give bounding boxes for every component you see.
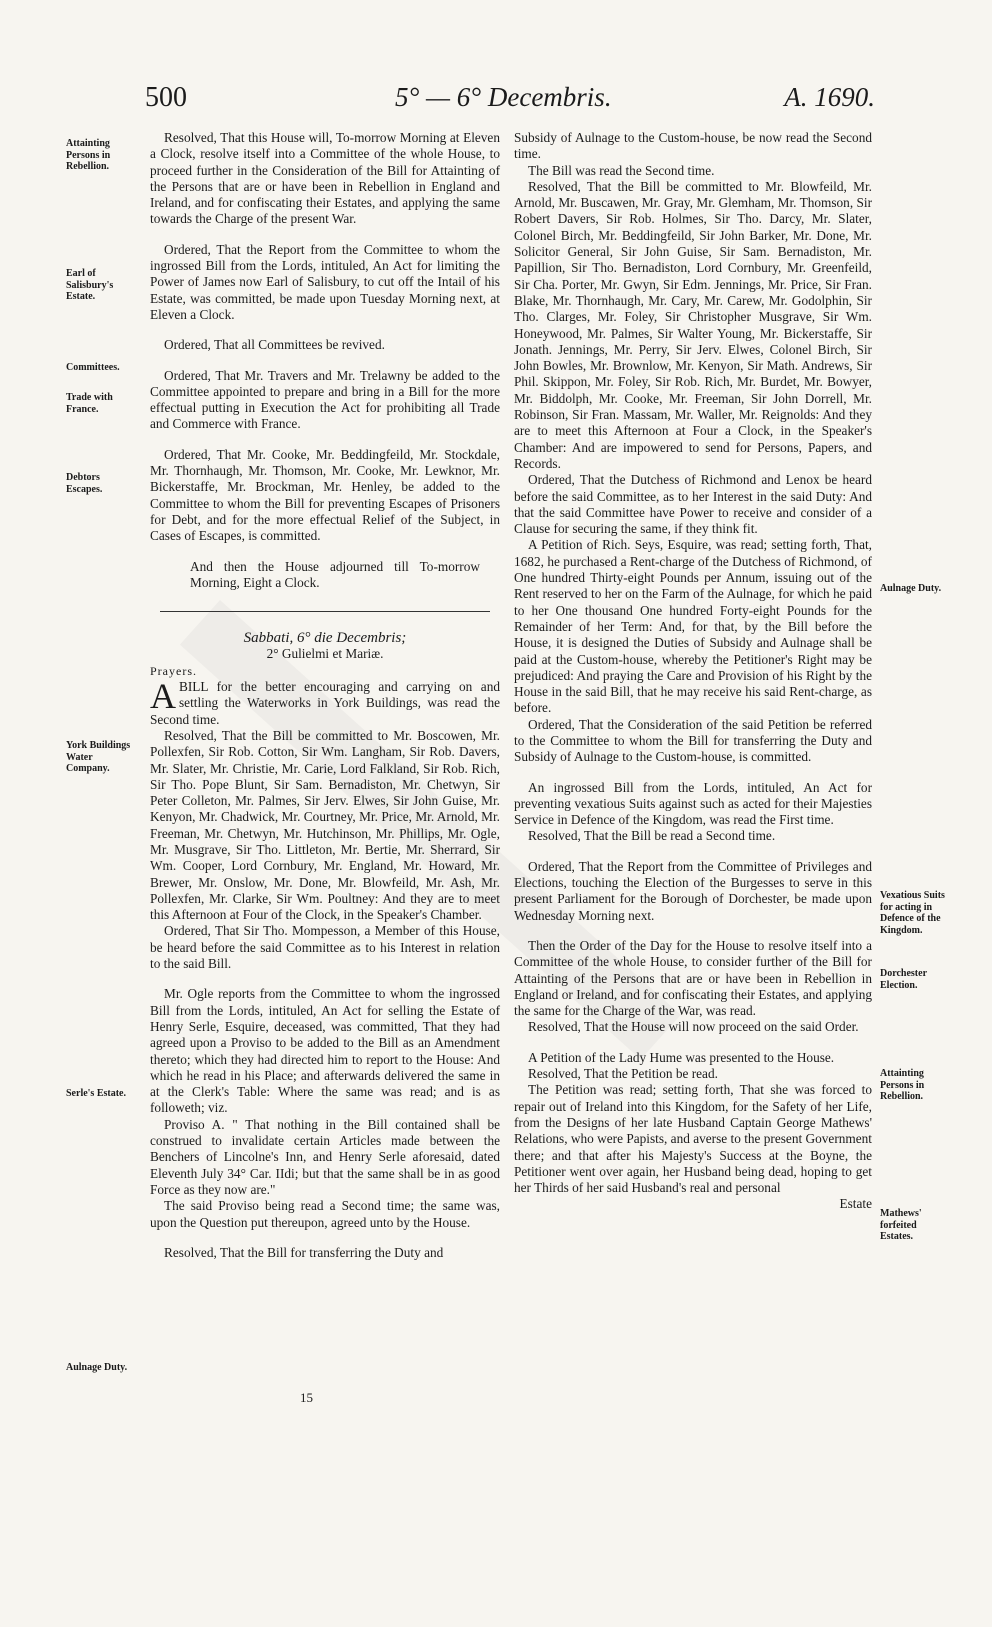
paragraph: Ordered, That Mr. Travers and Mr. Trelawny be added to the Committee appointed to prepare and bring in a Bill for the more effectual putting in Execution the Act for prohibiting all Trade and Commerce with France. [150, 367, 500, 432]
paragraph: Ordered, That all Committees be revived. [164, 337, 385, 353]
paragraph: Ordered, That the Consideration of the said Petition be referred to the Committee to whom the Bill for transferring the Duty and Subsidy of Aulnage to the Custom-house, is committed. [514, 716, 872, 765]
margin-note: Attainting Persons in Rebellion. [66, 138, 111, 172]
paragraph: Resolved, That the Bill be committed to Mr. Blowfeild, Mr. Arnold, Mr. Buscawen, Mr. Gray, Mr. Glemham, Mr. Thomson, Sir Robert Davers, Sir Rob. Holmes, Sir Tho. Darcy, Mr. Slater, Colonel Birch, Mr. Beddingfeild, Sir John Barker, Mr. Done, Mr. Solicitor General, Sir John Guise, Sir Sam. Bernadiston, Mr. Papillion, Sir Tho. Bernadiston, Lord Cornbury, Mr. Greenfeild, Sir Cha. Porter, Mr. Gwyn, Sir Edm. Jennings, Mr. Price, Sir Fran. Blake, Mr. Thornhaugh, Mr. Cary, Mr. Carew, Mr. Godolphin, Sir Tho. Clarges, Mr. Foley, Sir Christopher Musgrave, Sir Wm. Honeywood, Mr. Palmes, Sir Walter Young, Mr. Bickerstaffe, Sir Jonath. Jennings, Mr. Perry, Sir Jerv. Elwes, Colonel Birch, Sir John Bowles, Mr. Brownlow, Mr. Kenyon, Sir Math. Andrews, Sir Phil. Skippon, Mr. Foley, Sir Rob. Rich, Mr. Burdet, Mr. Bowyer, Mr. Biddolph, Mr. Cooke, Mr. Freeman, Sir John Dorrell, Mr. Robinson, Sir Fran. Massam, Mr. Waller, Mr. Reignolds: And they are to meet this Afternoon at Four a Clock, in the Speaker's Chamber: And are impowered to send for Persons, Papers, and Records. [514, 178, 872, 471]
paragraph: Resolved, That the Bill be read a Second time. [528, 828, 776, 844]
paragraph: ABILL for the better encouraging and carrying on and settling the Waterworks in York Buildings, was read the Second time. [150, 676, 500, 727]
prayers-heading: Prayers. [150, 663, 197, 678]
paragraph: Ordered, That the Report from the Committee of Privileges and Elections, touching the Election of the Burgesses to serve in this present Parliament for the Borough of Dorchester, be made upon Wednesday Morning next. [514, 858, 872, 923]
paragraph: Ordered, That Mr. Cooke, Mr. Beddingfeild, Mr. Stockdale, Mr. Thornhaugh, Mr. Thomson, Mr. Cooke, Mr. Lewknor, Mr. Bickerstaffe, Mr. Brockman, Mr. Henley, be added to the Committee to whom the Bill for preventing Escapes of Prisoners for Debt, and for the more effectual Relief of the Subject, in Cases of Escapes, is committed. [150, 446, 500, 544]
day-heading: Sabbati, 6° die Decembris; [243, 630, 407, 647]
left-column [150, 130, 500, 1261]
paragraph: A Petition of the Lady Hume was presented to the House. [528, 1049, 835, 1065]
paragraph: An ingrossed Bill from the Lords, intituled, An Act for preventing vexatious Suits against such as acted for their Majesties Service in Defence of the Kingdom, was read the First time. [514, 779, 872, 828]
page-number: 500 [145, 82, 187, 113]
page-title: 5° — 6° Decembris. [395, 82, 612, 112]
page-header [145, 82, 875, 122]
margin-note: Mathews' forfeited Estates. [880, 1208, 922, 1242]
margin-note: Debtors Escapes. [66, 472, 103, 495]
paragraph: Ordered, That the Report from the Committee to whom the ingrossed Bill from the Lords, intituled, An Act for limiting the Power of James now Earl of Salisbury, to cut off the Intail of his Estate, was committed, be made upon Tuesday Morning next, at Eleven a Clock. [150, 241, 500, 322]
page-year: A. 1690. [784, 82, 875, 112]
paragraph: Resolved, That the House will now proceed on the said Order. [528, 1019, 859, 1035]
margin-note: Earl of Salisbury's Estate. [66, 268, 114, 302]
adjournment: And then the House adjourned till To-morrow Morning, Eight a Clock. [190, 558, 480, 590]
margin-note: Committees. [66, 362, 120, 373]
paragraph: Subsidy of Aulnage to the Custom-house, be now read the Second time. [514, 130, 872, 162]
paragraph: Resolved, That the Petition be read. [528, 1066, 718, 1082]
catchword: Estate [839, 1196, 872, 1212]
margin-note: Attainting Persons in Rebellion. [880, 1068, 925, 1102]
paragraph: Mr. Ogle reports from the Committee to whom the ingrossed Bill from the Lords, intituled, An Act for selling the Estate of Henry Serle, Esquire, deceased, was committed, That they had agreed upon a Proviso to be added to the Bill as an Amendment thereto; which they had directed him to report to the House: And which he read in his Place; and afterwards delivered the same in at the Clerk's Table: Where the same was read; and is as followeth; viz. [150, 986, 500, 1116]
paragraph: Resolved, That the Bill for transferring the Duty and [164, 1244, 444, 1260]
margin-note: Serle's Estate. [66, 1088, 126, 1099]
paragraph: Ordered, That the Dutchess of Richmond and Lenox be heard before the said Committee, as to her Interest in the said Duty: And that the said Committee have Power to receive and consider of a Clause for securing the same, if they think fit. [514, 472, 872, 537]
margin-note: York Buildings Water Company. [66, 740, 131, 774]
paragraph: A Petition of Rich. Seys, Esquire, was read; setting forth, That, 1682, he purchased a Rent-charge of the Dutchess of Richmond, of One hundred Thirty-eight Pounds per Annum, issuing out of the Rent reserved to her on the Farm of the Aulnage, for which he paid to her One thousand One hundred Forty-eight Pounds for the Remainder of her Term: And, for that, by the Bill before the House, it is designed the Duties of Subsidy and Aulnage shall be paid at the Custom-house, whereby the Petitioner's Right may be prejudiced: And praying the Care and Provision of his Right by the House in the said Bill, that he may receive his said Rent-charge, as before. [514, 537, 872, 716]
paragraph: The said Proviso being read a Second time; the same was, upon the Question put thereupon, agreed unto by the House. [150, 1198, 500, 1230]
signature-mark: 15 [300, 1390, 313, 1405]
paragraph: Ordered, That Sir Tho. Mompesson, a Member of this House, be heard before the said Committee as to his Interest in relation to the said Bill. [150, 923, 500, 972]
paragraph: Resolved, That the Bill be committed to Mr. Boscowen, Mr. Pollexfen, Sir Rob. Cotton, Sir Wm. Langham, Sir Rob. Davers, Mr. Slater, Mr. Christie, Mr. Carie, Lord Falkland, Sir Rob. Rich, Sir Tho. Pope Blunt, Sir Sam. Bernadiston, Mr. Chetwyn, Sir Peter Colleton, Mr. Palmes, Sir Jerv. Elwes, Sir John Guise, Mr. Kenyon, Mr. Chadwick, Mr. Courtney, Mr. Price, Mr. Arnold, Mr. Freeman, Mr. Chetwyn, Mr. Hutchinson, Mr. Phillips, Mr. Ogle, Mr. Musgrave, Sir Tho. Littleton, Mr. Bertie, Mr. Sherrard, Sir Wm. Cooper, Lord Cornbury, Mr. England, Mr. Howard, Mr. Brewer, Mr. Onslow, Mr. Done, Mr. Blowfeild, Mr. Ash, Mr. Pollexfen, Mr. Clarke, Sir Wm. Poultney: And they are to meet this Afternoon at Four of the Clock, in the Speaker's Chamber. [150, 727, 500, 923]
margin-note: Aulnage Duty. [880, 583, 942, 594]
right-column [514, 130, 872, 1213]
paragraph: The Bill was read the Second time. [528, 162, 715, 178]
section-divider [160, 611, 490, 612]
paragraph: Proviso A. " That nothing in the Bill contained shall be construed to invalidate certain Articles made between the Benchers of Lincolne's Inn, and Henry Serle aforesaid, dated Eleventh July 34° Car. IIdi; but that the same shall be in as good Force as they now are." [150, 1116, 500, 1197]
margin-note: Vexatious Suits for acting in Defence of the Kingdom. [880, 890, 945, 936]
margin-note: Dorchester Election. [880, 968, 927, 991]
paragraph: Then the Order of the Day for the House to resolve itself into a Committee of the whole House, to consider further of the Bill for Attainting of the Persons that are or have been in Rebellion in England or Ireland, and for confiscating their Estates, and applying the same for the Charge of the War, was read. [514, 937, 872, 1019]
margin-note: Aulnage Duty. [66, 1362, 128, 1373]
drop-cap: A [150, 676, 176, 717]
reign-heading: 2° Gulielmi et Mariæ. [266, 646, 384, 662]
margin-note: Trade with France. [66, 392, 113, 415]
paragraph: Resolved, That this House will, To-morrow Morning at Eleven a Clock, resolve itself into a Committee of the whole House, to proceed further in the Consideration of the Bill for Attainting of the Persons that are or have been in Rebellion in England and Ireland, and for confiscating their Estates, and applying the same towards the Charge of the present War. [150, 130, 500, 227]
paragraph: The Petition was read; setting forth, That she was forced to repair out of Ireland into this Kingdom, for the Safety of her Life, from the Designs of her late Husband Captain George Mathews' Relations, who were Papists, and averse to the present Government there; and that after his Majesty's Success at the Boyne, the Petitioner went over again, her Husband being dead, hoping to get her Thirds of her said Husband's real and personal [514, 1082, 872, 1196]
